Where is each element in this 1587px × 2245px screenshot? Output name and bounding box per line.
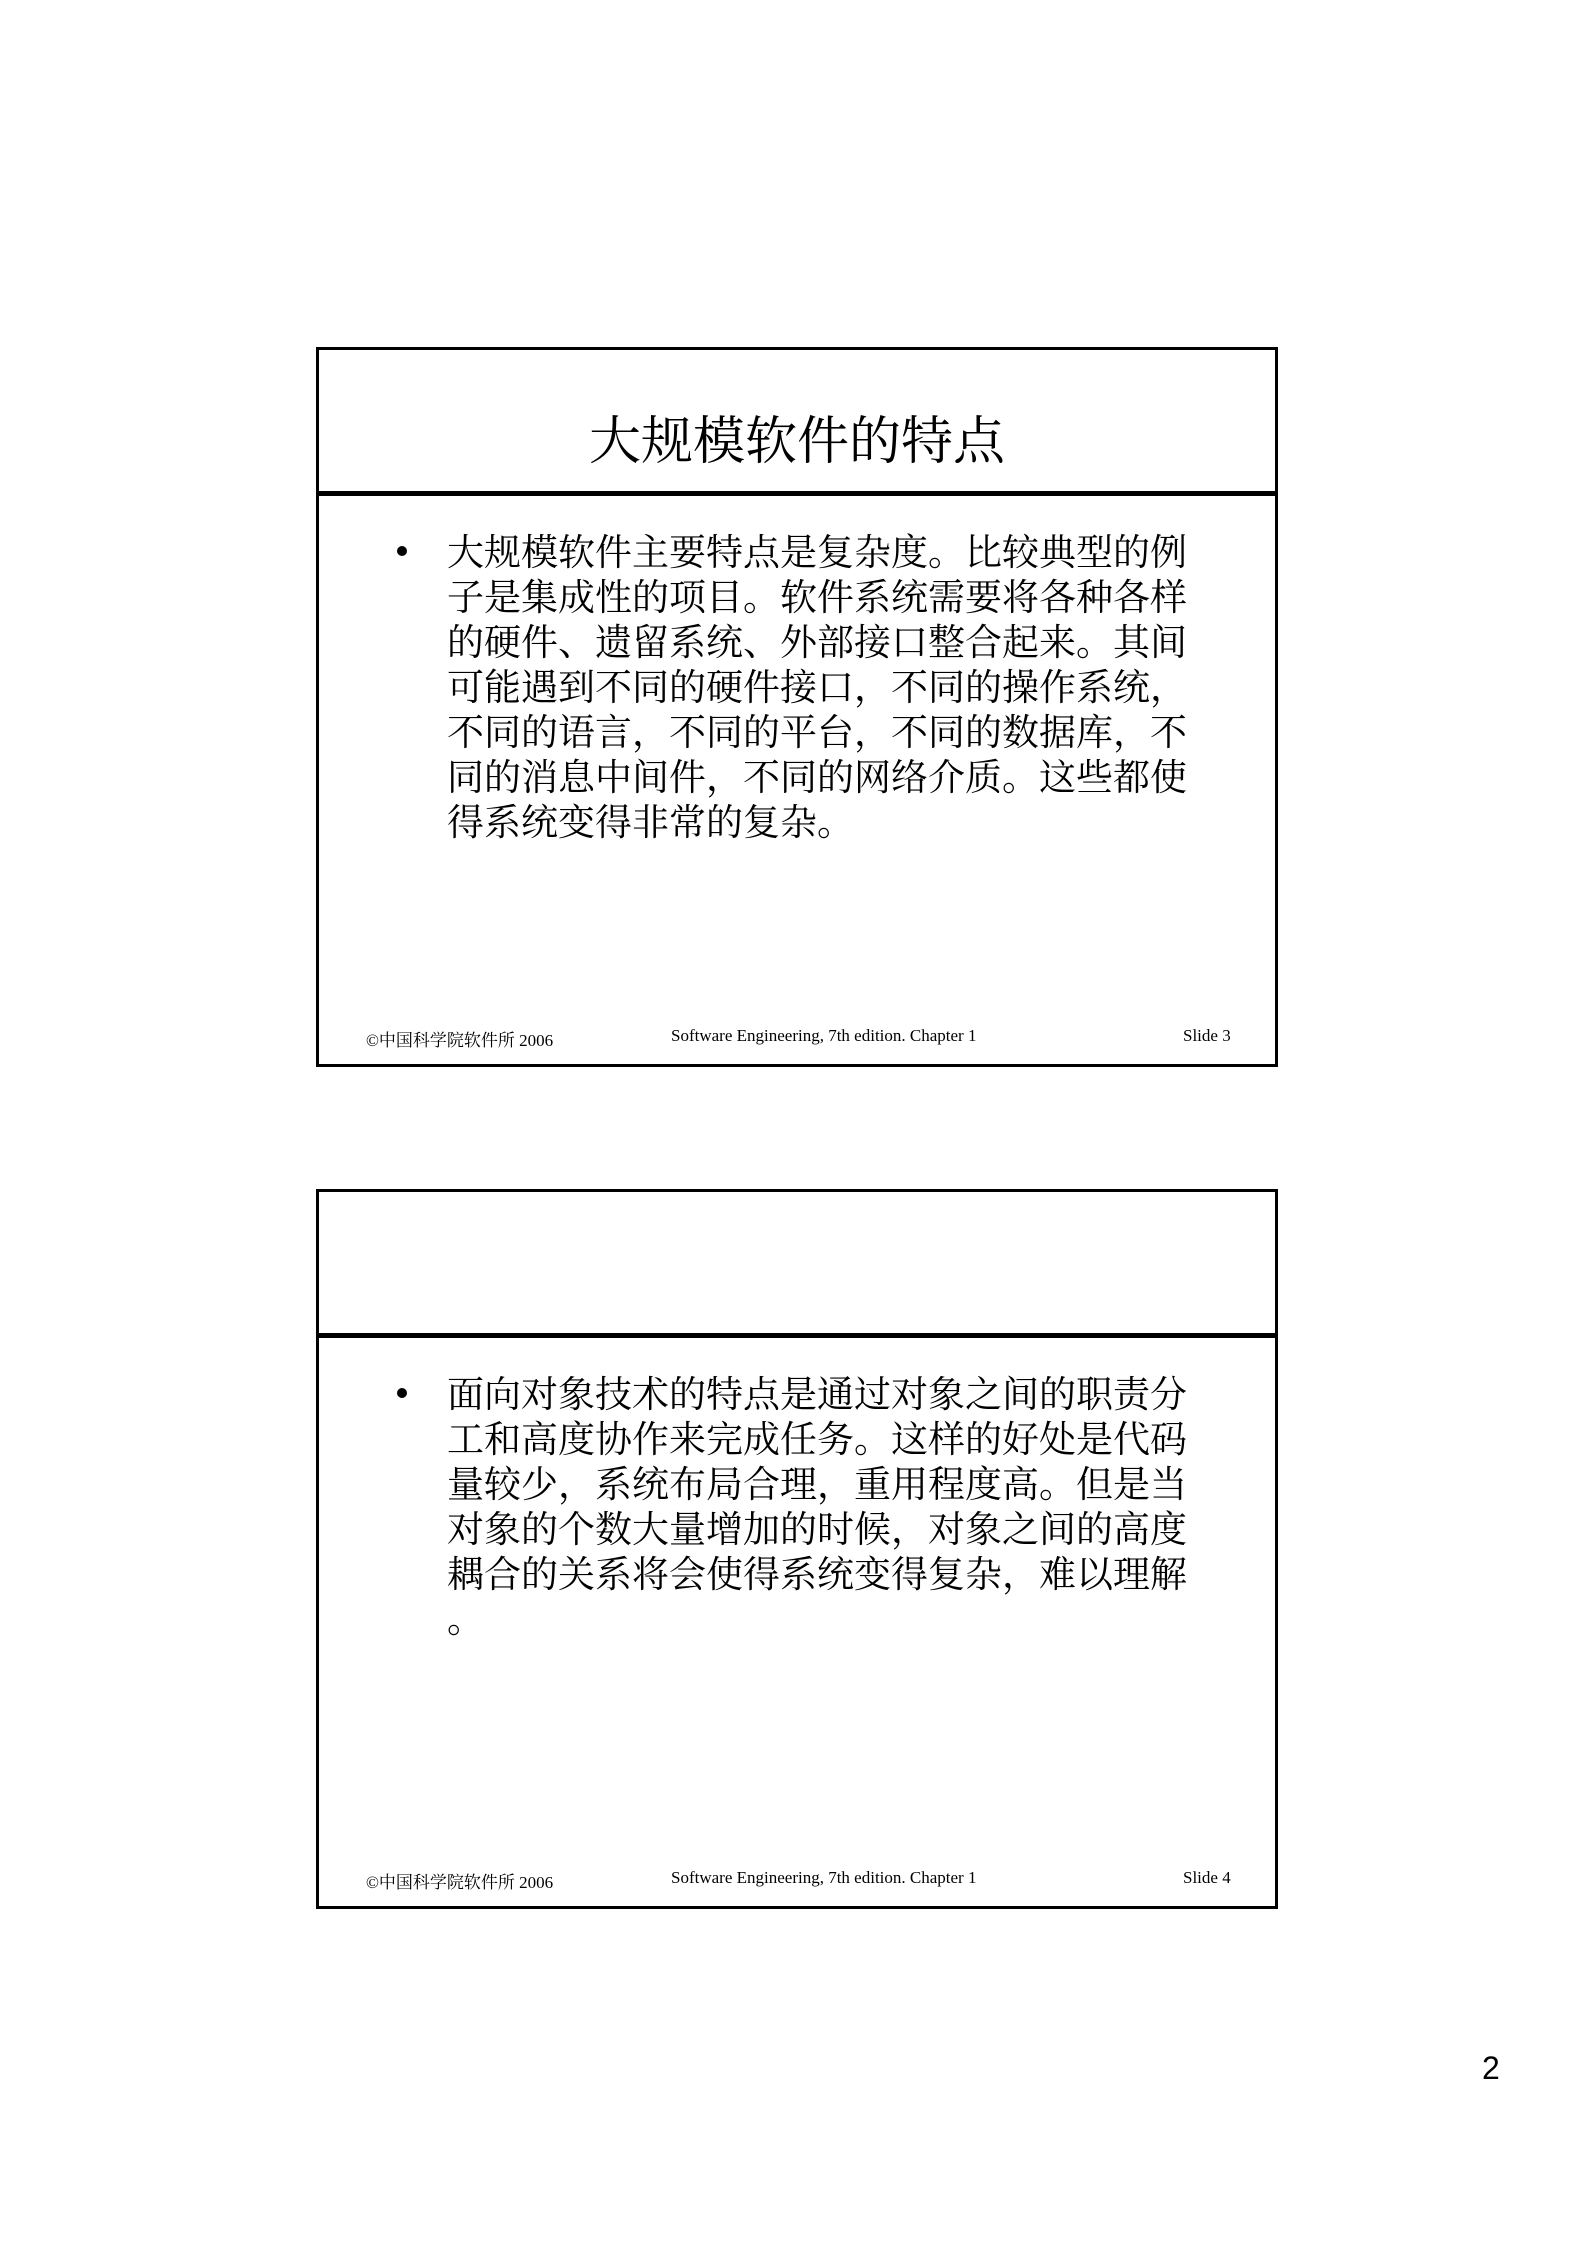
body-line: 量较少，系统布局合理，重用程度高。但是当 xyxy=(447,1463,1187,1506)
bullet-icon xyxy=(397,546,407,556)
footer-copyright: ©中国科学院软件所 2006 xyxy=(366,1031,554,1050)
body-line: 对象的个数大量增加的时候，对象之间的高度 xyxy=(447,1508,1187,1551)
slide-body xyxy=(447,530,1227,845)
footer-book: Software Engineering, 7th edition. Chapter 1 xyxy=(671,1868,977,1887)
body-line: 的硬件、遗留系统、外部接口整合起来。其间 xyxy=(447,621,1187,664)
title-divider xyxy=(319,491,1275,496)
body-line: 。 xyxy=(447,1598,484,1641)
footer-slide-number: Slide 4 xyxy=(1183,1868,1231,1887)
body-line: 不同的语言，不同的平台，不同的数据库，不 xyxy=(447,711,1187,754)
slide-4 xyxy=(316,1189,1278,1909)
slide-3 xyxy=(316,347,1278,1067)
body-line: 面向对象技术的特点是通过对象之间的职责分 xyxy=(447,1373,1187,1416)
footer-book: Software Engineering, 7th edition. Chapter 1 xyxy=(671,1026,977,1045)
body-line: 子是集成性的项目。软件系统需要将各种各样 xyxy=(447,576,1187,619)
slide-body xyxy=(447,1372,1227,1642)
title-divider xyxy=(319,1333,1275,1338)
footer-copyright: ©中国科学院软件所 2006 xyxy=(366,1873,554,1892)
body-line: 大规模软件主要特点是复杂度。比较典型的例 xyxy=(447,531,1187,574)
body-line: 同的消息中间件，不同的网络介质。这些都使 xyxy=(447,756,1187,799)
body-line: 可能遇到不同的硬件接口，不同的操作系统， xyxy=(447,666,1187,709)
footer-slide-number: Slide 3 xyxy=(1183,1026,1231,1045)
body-line: 耦合的关系将会使得系统变得复杂，难以理解 xyxy=(447,1553,1187,1596)
bullet-icon xyxy=(397,1388,407,1398)
body-line: 工和高度协作来完成任务。这样的好处是代码 xyxy=(447,1418,1187,1461)
page-number: 2 xyxy=(1482,2050,1500,2086)
slide-title: 大规模软件的特点 xyxy=(588,412,1005,472)
body-line: 得系统变得非常的复杂。 xyxy=(447,801,854,844)
